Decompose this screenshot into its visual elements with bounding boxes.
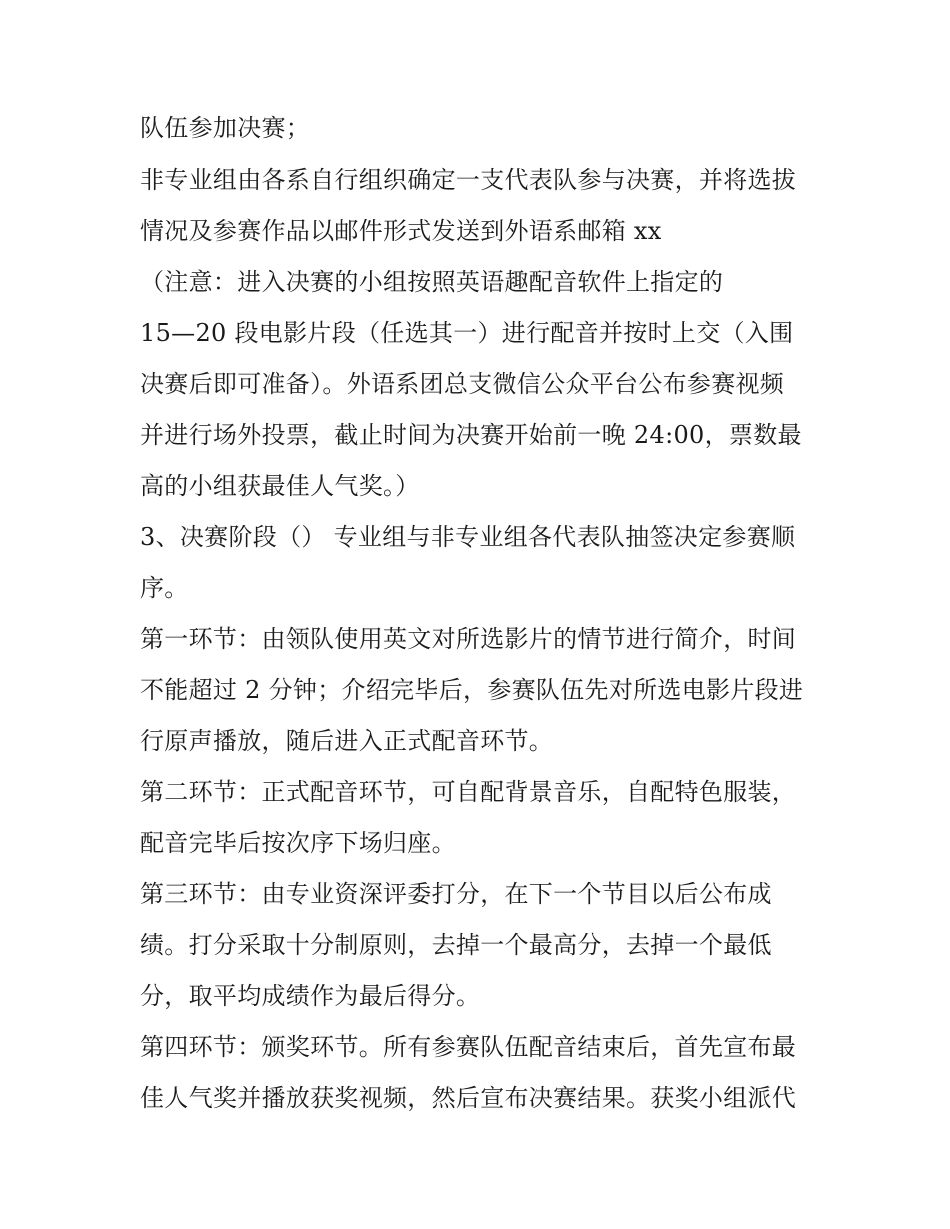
- text-line: 非专业组由各系自行组织确定一支代表队参与决赛，并将选拔: [140, 166, 797, 194]
- text-line: （注意：进入决赛的小组按照英语趣配音软件上指定的: [140, 268, 724, 296]
- text-line: 第三环节：由专业资深评委打分，在下一个节目以后公布成: [140, 880, 772, 908]
- text-line: 配音完毕后按次序下场归座。: [140, 829, 456, 857]
- text-line: 第一环节：由领队使用英文对所选影片的情节进行简介，时间: [140, 625, 797, 653]
- text-line: 行原声播放，随后进入正式配音环节。: [140, 727, 554, 755]
- text-line: 不能超过 2 分钟；介绍完毕后，参赛队伍先对所选电影片段进: [140, 676, 804, 704]
- text-line: 队伍参加决赛；: [140, 114, 311, 142]
- text-line: 绩。打分采取十分制原则，去掉一个最高分，去掉一个最低: [140, 931, 772, 959]
- text-line: 分，取平均成绩作为最后得分。: [140, 982, 481, 1010]
- text-line: 并进行场外投票，截止时间为决赛开始前一晚 24:00，票数最: [140, 421, 802, 449]
- text-line: 高的小组获最佳人气奖。）: [140, 472, 420, 500]
- text-line: 3、决赛阶段（） 专业组与非专业组各代表队抽签决定参赛顺: [140, 523, 796, 551]
- text-line: 佳人气奖并播放获奖视频，然后宣布决赛结果。获奖小组派代: [140, 1084, 797, 1112]
- text-line: 第二环节：正式配音环节，可自配背景音乐，自配特色服装，: [140, 778, 797, 806]
- text-line: 情况及参赛作品以邮件形式发送到外语系邮箱 xx: [140, 217, 662, 245]
- text-line: 第四环节：颁奖环节。所有参赛队伍配音结束后，首先宣布最: [140, 1033, 797, 1061]
- text-line: 决赛后即可准备）。外语系团总支微信公众平台公布参赛视频: [140, 370, 785, 398]
- text-line: 15—20 段电影片段（任选其一）进行配音并按时上交（入围: [140, 319, 794, 347]
- text-line: 序。: [140, 574, 189, 602]
